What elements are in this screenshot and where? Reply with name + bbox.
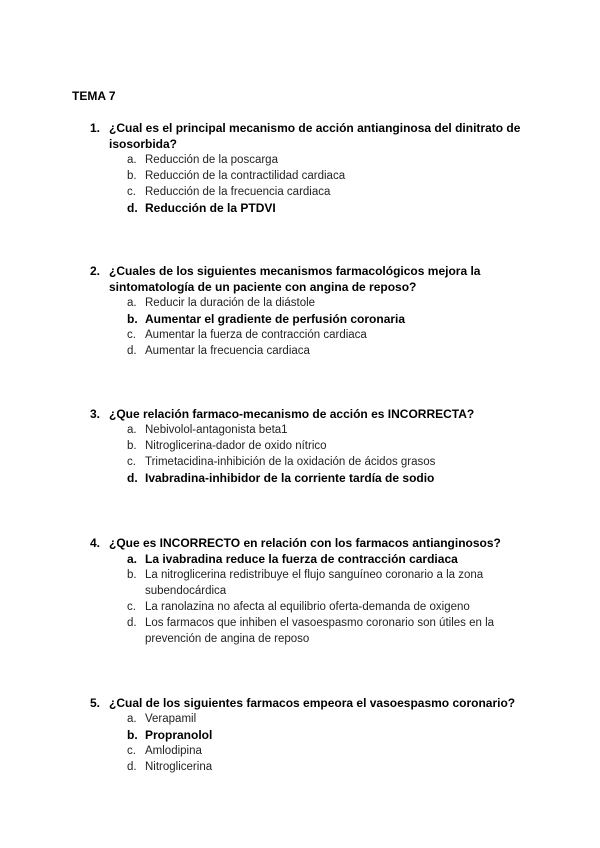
option-c xyxy=(0,454,600,470)
question-text: ¿Que relación farmaco-mecanismo de acción es INCORRECTA? xyxy=(109,407,475,421)
option-letter: a. xyxy=(127,297,137,309)
question-text: ¿Cuales de los siguientes mecanismos farmacológicos mejora la sintomatología de un paciente con angina de reposo? xyxy=(109,264,481,294)
option-a xyxy=(0,152,600,168)
option-text: Nitroglicerina-dador de oxido nítrico xyxy=(145,440,327,452)
option-letter: d. xyxy=(127,617,137,629)
option-a xyxy=(0,711,600,727)
option-text: Trimetacidina-inhibición de la oxidación de ácidos grasos xyxy=(145,456,436,468)
question-2 xyxy=(0,263,600,359)
option-c xyxy=(0,327,600,343)
option-text: Amlodipina xyxy=(145,745,202,757)
option-d xyxy=(0,615,600,647)
option-text: Ivabradina-inhibidor de la corriente tardía de sodio xyxy=(145,471,435,485)
option-letter: a. xyxy=(127,424,137,436)
option-letter: a. xyxy=(127,552,138,566)
page-title: TEMA 7 xyxy=(72,89,116,103)
option-text: La ivabradina reduce la fuerza de contracción cardiaca xyxy=(145,552,458,566)
option-d xyxy=(0,759,600,775)
question-text: ¿Que es INCORRECTO en relación con los farmacos antianginosos? xyxy=(109,536,501,550)
option-text: Reducción de la frecuencia cardiaca xyxy=(145,186,331,198)
option-text: Los farmacos que inhiben el vasoespasmo coronario son útiles en la prevención de angina de reposo xyxy=(145,617,495,645)
option-d xyxy=(0,343,600,359)
option-c xyxy=(0,743,600,759)
option-letter: c. xyxy=(127,745,136,757)
option-letter: b. xyxy=(127,170,137,182)
option-b xyxy=(0,168,600,184)
option-letter: d. xyxy=(127,471,138,485)
option-a xyxy=(0,422,600,438)
option-letter: d. xyxy=(127,201,138,215)
question-5 xyxy=(0,695,600,775)
option-letter: b. xyxy=(127,440,137,452)
option-b-correct xyxy=(0,311,600,327)
option-letter: a. xyxy=(127,154,137,166)
option-text: Reducción de la PTDVI xyxy=(145,201,276,215)
option-letter: c. xyxy=(127,456,136,468)
option-text: Propranolol xyxy=(145,728,213,742)
option-letter: c. xyxy=(127,186,136,198)
option-letter: d. xyxy=(127,345,137,357)
question-3 xyxy=(0,406,600,486)
question-number: 3. xyxy=(90,407,101,421)
option-text: Nebivolol-antagonista beta1 xyxy=(145,424,288,436)
option-letter: b. xyxy=(127,569,137,581)
question-text: ¿Cual de los siguientes farmacos empeora el vasoespasmo coronario? xyxy=(109,696,516,710)
option-d-correct xyxy=(0,200,600,216)
option-letter: a. xyxy=(127,713,137,725)
question-number: 2. xyxy=(90,264,101,278)
option-letter: c. xyxy=(127,601,136,613)
question-number: 5. xyxy=(90,696,101,710)
option-text: Aumentar el gradiente de perfusión coronaria xyxy=(145,312,406,326)
question-text: ¿Cual es el principal mecanismo de acción antianginosa del dinitrato de isosorbida? xyxy=(109,121,521,151)
option-text: La nitroglicerina redistribuye el flujo sanguíneo coronario a la zona subendocárdica xyxy=(145,569,484,597)
option-text: Nitroglicerina xyxy=(145,761,213,773)
question-4 xyxy=(0,535,600,647)
option-text: Reducción de la poscarga xyxy=(145,154,278,166)
option-text: La ranolazina no afecta al equilibrio oferta-demanda de oxigeno xyxy=(145,601,470,613)
option-d-correct xyxy=(0,470,600,486)
option-c xyxy=(0,599,600,615)
option-a-correct xyxy=(0,551,600,567)
option-letter: d. xyxy=(127,761,137,773)
option-text: Reducir la duración de la diástole xyxy=(145,297,316,309)
option-a xyxy=(0,295,600,311)
option-letter: c. xyxy=(127,329,136,341)
option-text: Verapamil xyxy=(145,713,197,725)
option-text: Aumentar la fuerza de contracción cardiaca xyxy=(145,329,367,341)
option-letter: b. xyxy=(127,312,138,326)
option-b xyxy=(0,567,600,599)
option-c xyxy=(0,184,600,200)
option-text: Aumentar la frecuencia cardiaca xyxy=(145,345,310,357)
option-b xyxy=(0,438,600,454)
option-text: Reducción de la contractilidad cardiaca xyxy=(145,170,346,182)
question-number: 4. xyxy=(90,536,101,550)
option-letter: b. xyxy=(127,728,138,742)
option-b-correct xyxy=(0,727,600,743)
question-number: 1. xyxy=(90,121,101,135)
question-1 xyxy=(0,120,600,216)
